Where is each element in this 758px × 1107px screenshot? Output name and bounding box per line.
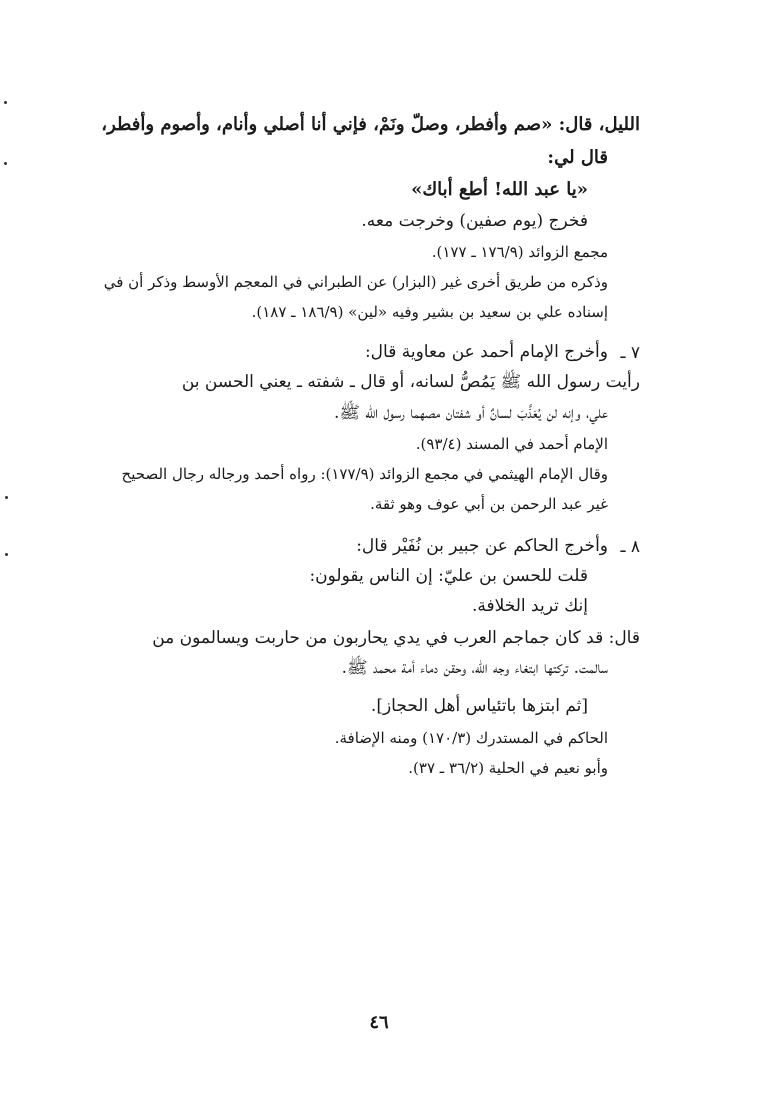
citation-line: وذكره من طريق أخرى غير (البزار) عن الطبراني في المعجم الأوسط وذكر أن في [103, 273, 608, 291]
text-line: قال: قد كان جماجم العرب في يدي يحاربون من حاربت ويسالمون من [152, 628, 640, 648]
scan-dot [5, 553, 8, 556]
citation-line: وأبو نعيم في الحلية (٣٦/٢ ـ ٣٧). [408, 759, 608, 777]
text-line: وأخرج الحاكم عن جبير بن نُفَيْر قال: [356, 536, 608, 556]
scan-dot [5, 496, 8, 499]
item-number: ٨ ـ [620, 537, 640, 557]
citation-line: إسناده علي بن سعيد بن بشير وفيه «لين» (١٨٦/٩ ـ ١٨٧). [251, 303, 608, 321]
text-line: «يا عبد الله! أطع أباك» [411, 179, 588, 200]
text-line: علي، وإنه لن يُعَذَّبَ لسانٌ أو شفتان مصهما رسول الله ﷺ. [333, 403, 608, 423]
citation-line: مجمع الزوائد (١٧٦/٩ ـ ١٧٧). [431, 243, 608, 261]
scan-dot [4, 162, 7, 165]
text-line: قلت للحسن بن عليّ: إن الناس يقولون: [309, 566, 588, 586]
citation-line: الحاكم في المستدرك (١٧٠/٣) ومنه الإضافة. [334, 729, 608, 747]
citation-line: غير عبد الرحمن بن أبي عوف وهو ثقة. [370, 495, 608, 513]
text-line: إنك تريد الخلافة. [471, 596, 588, 616]
text-line: الليل، قال: «صم وأفطر، وصلّ ونَمْ، فإني أنا أصلي وأنام، وأصوم وأفطر، [101, 114, 640, 135]
citation-line: وقال الإمام الهيثمي في مجمع الزوائد (١٧٧/٩): رواه أحمد ورجاله رجال الصحيح [121, 465, 608, 483]
text-line: [ثم ابتزها باتئياس أهل الحجاز]. [370, 696, 588, 716]
citation-line: الإمام أحمد في المسند (٩٣/٤). [415, 435, 608, 453]
text-line: سالمت. تركتها ابتغاء وجه الله، وحقن دماء أمة محمد ﷺ. [341, 658, 608, 678]
item-number: ٧ ـ [620, 343, 640, 363]
text-line: فخرج (يوم صفين) وخرجت معه. [361, 211, 588, 231]
text-line: قال لي: [547, 147, 608, 168]
page-number: ٤٦ [369, 1012, 389, 1033]
text-line: وأخرج الإمام أحمد عن معاوية قال: [364, 342, 608, 362]
text-line: رأيت رسول الله ﷺ يَمُصُّ لسانه، أو قال ـ شفته ـ يعني الحسن بن [181, 372, 640, 392]
scan-dot [4, 101, 7, 104]
